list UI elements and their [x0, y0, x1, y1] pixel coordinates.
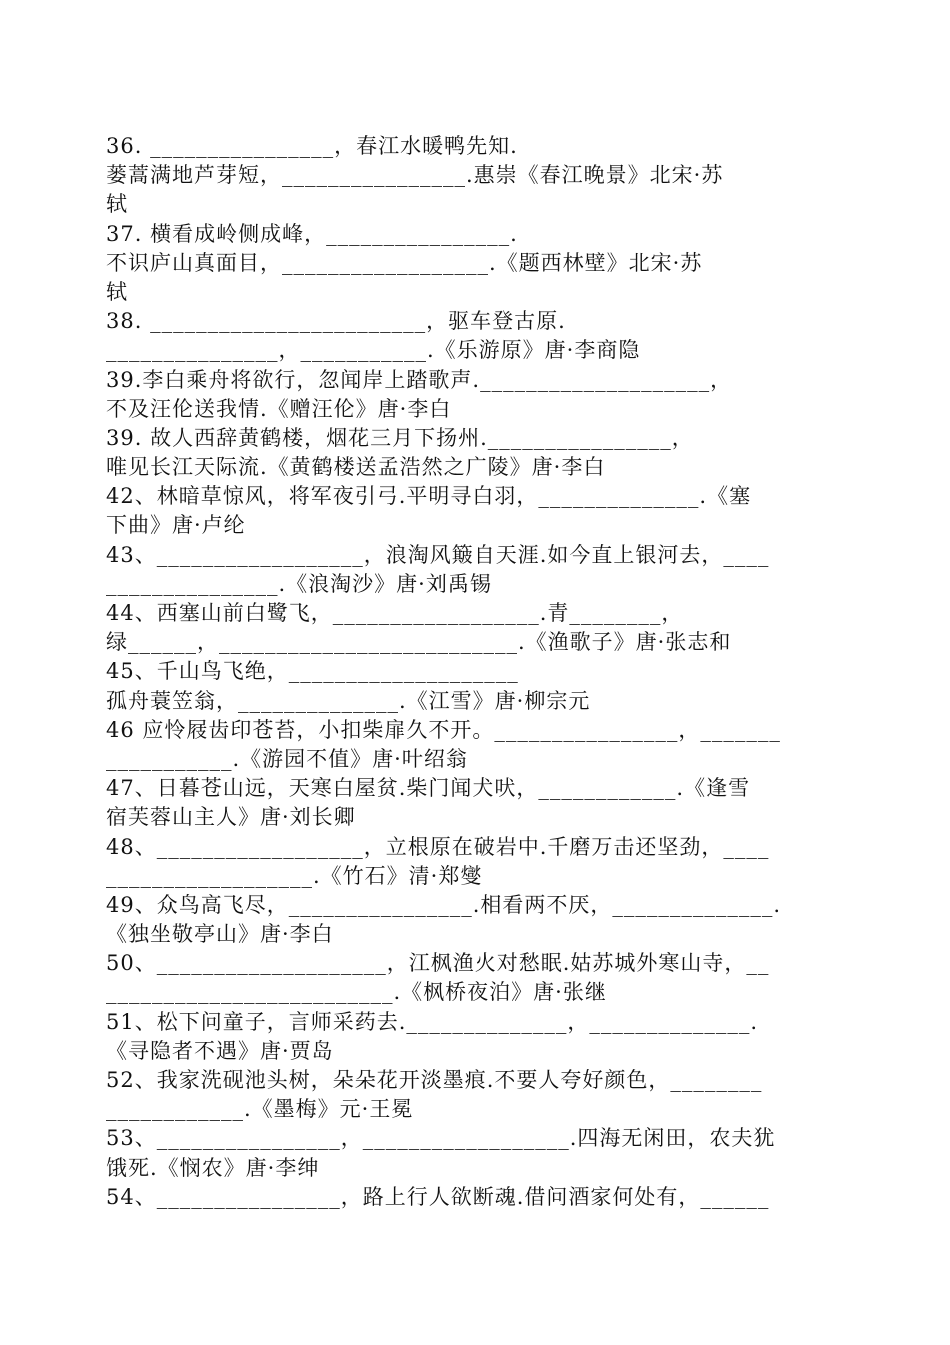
text-line: 唯见长江天际流.《黄鹤楼送孟浩然之广陵》唐·李白	[106, 455, 606, 480]
text-line: 绿______，__________________________.《渔歌子》唐·张志和	[106, 630, 732, 655]
text-line: 42、林暗草惊风，将军夜引弓.平明寻白羽，______________.《塞	[106, 484, 752, 509]
text-line: 不识庐山真面目，__________________.《题西林壁》北宋·苏	[106, 250, 703, 275]
text-line: 47、日暮苍山远，天寒白屋贫.柴门闻犬吠，____________.《逢雪	[106, 776, 751, 801]
text-line: 轼	[106, 192, 128, 217]
text-line: 36. ________________，春江水暖鸭先知.	[106, 134, 518, 158]
text-line: 《独坐敬亭山》唐·李白	[106, 922, 334, 947]
text-line: _______________.《浪淘沙》唐·刘禹锡	[106, 571, 492, 596]
text-line: 53、________________，__________________.四海无闲田，农夫犹	[106, 1126, 776, 1151]
text-line: 不及汪伦送我情.《赠汪伦》唐·李白	[106, 396, 452, 421]
text-line: _________________________.《枫桥夜泊》唐·张继	[106, 980, 607, 1005]
worksheet-page	[106, 132, 848, 1212]
text-line: 44、西塞山前白鹭飞，__________________.青________，	[106, 601, 684, 625]
text-line: 45、千山鸟飞绝，____________________	[106, 659, 519, 684]
text-line: __________________.《竹石》清·郑燮	[106, 863, 483, 888]
text-line: 46 应怜屐齿印苍苔，小扣柴扉久不开。________________，_______	[106, 717, 781, 742]
text-line: 下曲》唐·卢纶	[106, 513, 246, 538]
text-line: 39. 故人西辞黄鹤楼，烟花三月下扬州.________________，	[106, 425, 694, 450]
text-line: 39.李白乘舟将欲行，忽闻岸上踏歌声.____________________，	[106, 367, 733, 392]
text-line: 49、众鸟高飞尽，________________.相看两不厌，______________.	[106, 892, 782, 917]
text-line: 43、__________________，浪淘风簸自天涯.如今直上银河去，____	[106, 542, 770, 567]
text-line: _______________，___________.《乐游原》唐·李商隐	[106, 338, 641, 363]
text-line: 38. ________________________，驱车登古原.	[106, 309, 566, 334]
text-line: 50、____________________，江枫渔火对愁眠.姑苏城外寒山寺，__	[106, 951, 770, 976]
text-line: ___________.《游园不值》唐·叶绍翁	[106, 746, 468, 771]
text-line: ____________.《墨梅》元·王冕	[106, 1097, 414, 1122]
text-line: 48、__________________，立根原在破岩中.千磨万击还坚劲，____	[106, 834, 770, 859]
text-line: 饿死.《悯农》唐·李绅	[106, 1155, 320, 1180]
text-line: 轼	[106, 279, 128, 304]
text-line: 37. 横看成岭侧成峰，________________.	[106, 221, 518, 246]
text-line: 蒌蒿满地芦芽短，________________.惠崇《春江晚景》北宋·苏	[106, 163, 724, 188]
text-line: 《寻隐者不遇》唐·贾岛	[106, 1038, 334, 1063]
text-line: 54、________________，路上行人欲断魂.借问酒家何处有，______	[106, 1184, 770, 1209]
text-line: 宿芙蓉山主人》唐·刘长卿	[106, 805, 356, 830]
text-line: 孤舟蓑笠翁，______________.《江雪》唐·柳宗元	[106, 688, 591, 713]
text-line: 51、松下问童子，言师采药去.______________，______________.	[106, 1009, 759, 1034]
text-line: 52、我家洗砚池头树，朵朵花开淡墨痕.不要人夸好颜色，________	[106, 1068, 763, 1092]
